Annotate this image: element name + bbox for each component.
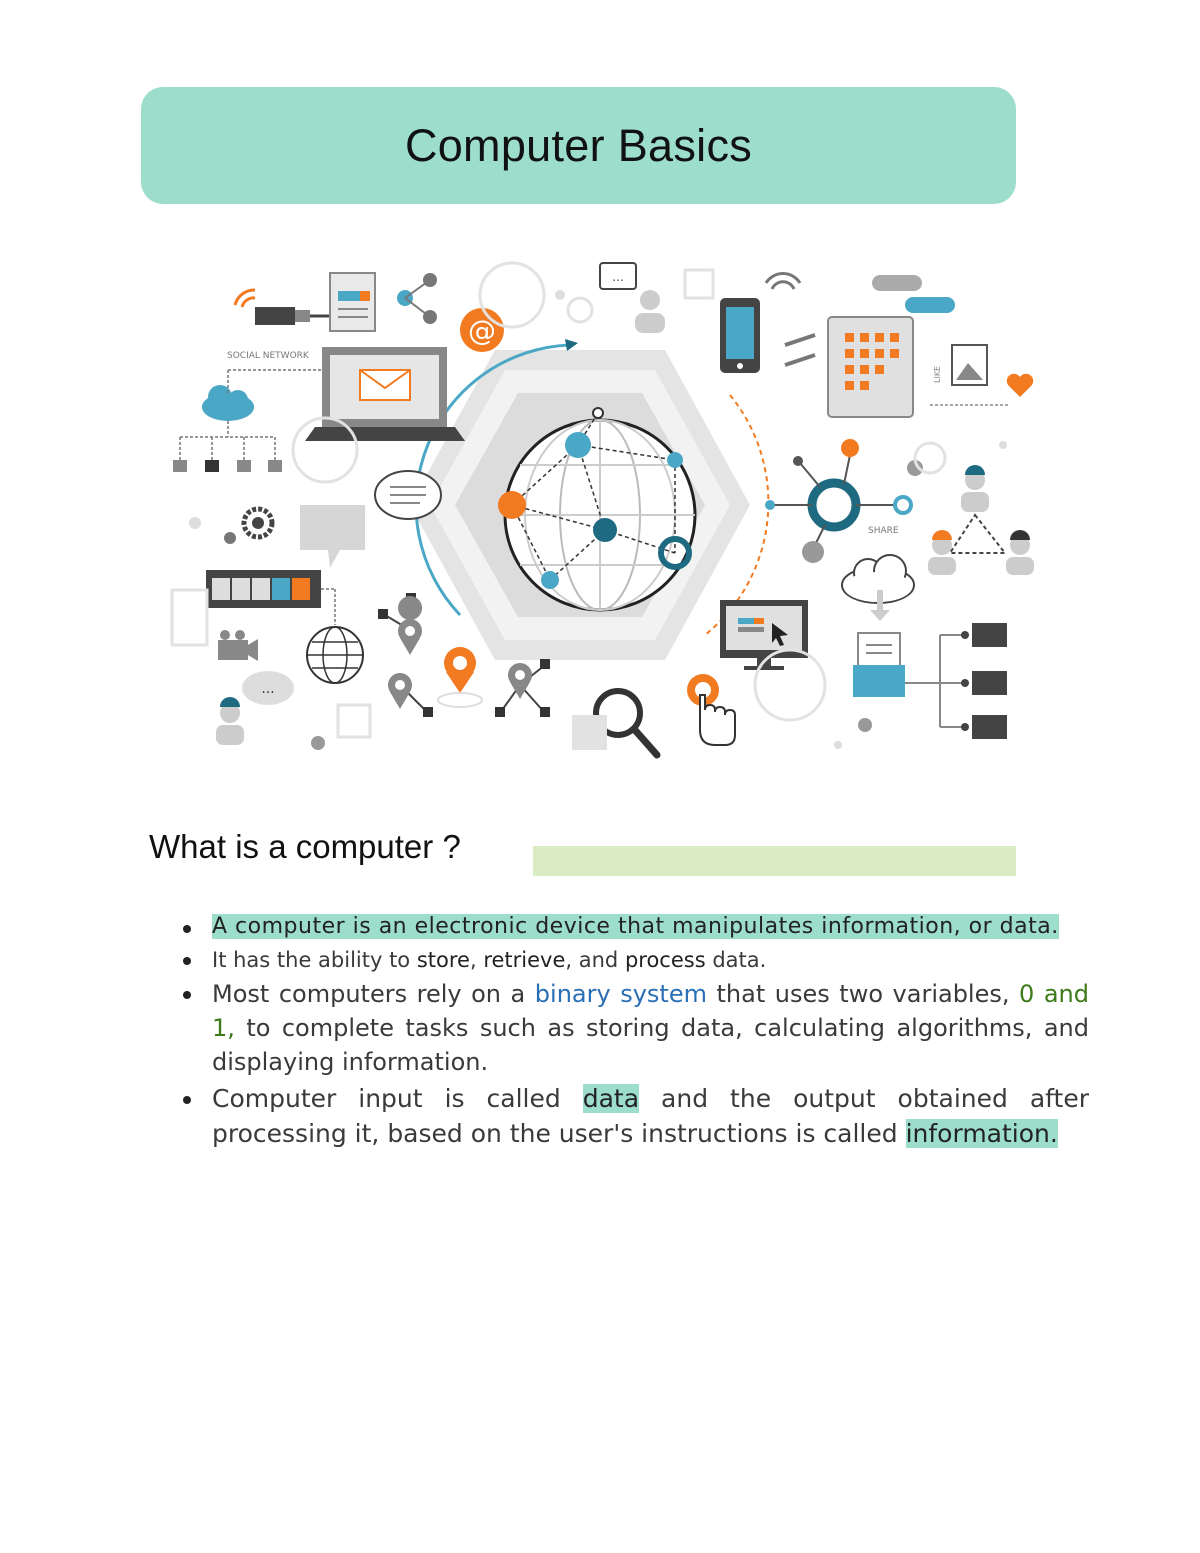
- bullet-3-text: Most computers rely on a: [212, 980, 535, 1008]
- term-binary-values: 0 and 1,: [212, 980, 1089, 1042]
- gear-icon: [224, 509, 272, 544]
- svg-text:@: @: [468, 314, 496, 347]
- folder-tree-icon: [905, 623, 1007, 739]
- wifi-icon: [766, 274, 800, 289]
- newspaper-icon: [330, 273, 375, 331]
- term-data: data: [582, 1084, 640, 1113]
- chat-bubble-icon: [600, 263, 636, 289]
- list-item: [212, 943, 1089, 977]
- user-avatar-left-icon: [216, 697, 244, 745]
- svg-text:...: ...: [612, 270, 624, 284]
- term-information: information.: [905, 1119, 1058, 1148]
- bullet-4-text: and the output obtained after processing it, based on the user's instructions is called: [212, 1084, 1089, 1148]
- heading-highlight-bar: [533, 846, 1016, 876]
- bullet-2-text: ,: [469, 948, 484, 972]
- globe-small-icon: [307, 627, 363, 683]
- video-camera-icon: [218, 630, 258, 661]
- computer-network-illustration: [160, 255, 1040, 765]
- social-network-label: SOCIAL NETWORK: [227, 351, 309, 361]
- share-nodes-icon: [397, 273, 437, 324]
- film-strip-icon: [206, 570, 321, 608]
- list-item: [212, 910, 1089, 943]
- user-avatar-icon: [635, 290, 665, 333]
- term-binary-system: binary system: [534, 980, 707, 1008]
- bullet-2-text: It has the ability to: [212, 948, 417, 972]
- tablet-icon: [828, 317, 913, 417]
- chat-ellipsis-icon: [242, 671, 294, 705]
- chat-bubbles-icon: [872, 275, 955, 313]
- svg-text:...: ...: [261, 681, 275, 697]
- list-item: [212, 1081, 1089, 1151]
- image-icon: [933, 345, 987, 385]
- arrow-head-icon: [565, 339, 578, 351]
- speech-bubble-icon: [375, 471, 441, 519]
- laptop-email-icon: [305, 347, 465, 441]
- term-process: process: [624, 948, 706, 972]
- bullet-list: [180, 910, 1089, 1151]
- bullet-2-text: data.: [705, 948, 767, 972]
- bullet-4-text: Computer input is called: [212, 1084, 583, 1113]
- list-item: [212, 977, 1089, 1079]
- svg-text:SHARE: SHARE: [868, 526, 899, 536]
- message-bubble-icon: [300, 505, 365, 568]
- svg-text:LIKE: LIKE: [933, 365, 942, 383]
- page-title: Computer Basics: [404, 119, 753, 171]
- heart-icon: [1007, 374, 1033, 397]
- email-at-icon: [460, 308, 504, 352]
- smartphone-icon: [720, 298, 760, 373]
- cloud-network-icon: [173, 370, 322, 472]
- cloud-download-icon: [842, 555, 914, 621]
- term-store: store: [416, 948, 470, 972]
- bullet-3-text: to complete tasks such as storing data, calculating algorithms, and displaying information.: [212, 1014, 1089, 1076]
- title-banner: [141, 87, 1016, 204]
- people-network-icon: [928, 465, 1034, 575]
- bullet-3-text: that uses two variables,: [706, 980, 1020, 1008]
- usb-cable-icon: [235, 290, 330, 325]
- section-heading: What is a computer ?: [149, 828, 461, 865]
- pointer-click-icon: [687, 674, 735, 745]
- printer-icon: [853, 633, 905, 697]
- bullet-1-text: A computer is an electronic device that manipulates information, or data.: [212, 914, 1059, 939]
- bullet-2-text: , and: [565, 948, 625, 972]
- share-hub-icon: [765, 439, 911, 563]
- term-retrieve: retrieve: [483, 948, 566, 972]
- transfer-arrows-icon: [785, 335, 815, 365]
